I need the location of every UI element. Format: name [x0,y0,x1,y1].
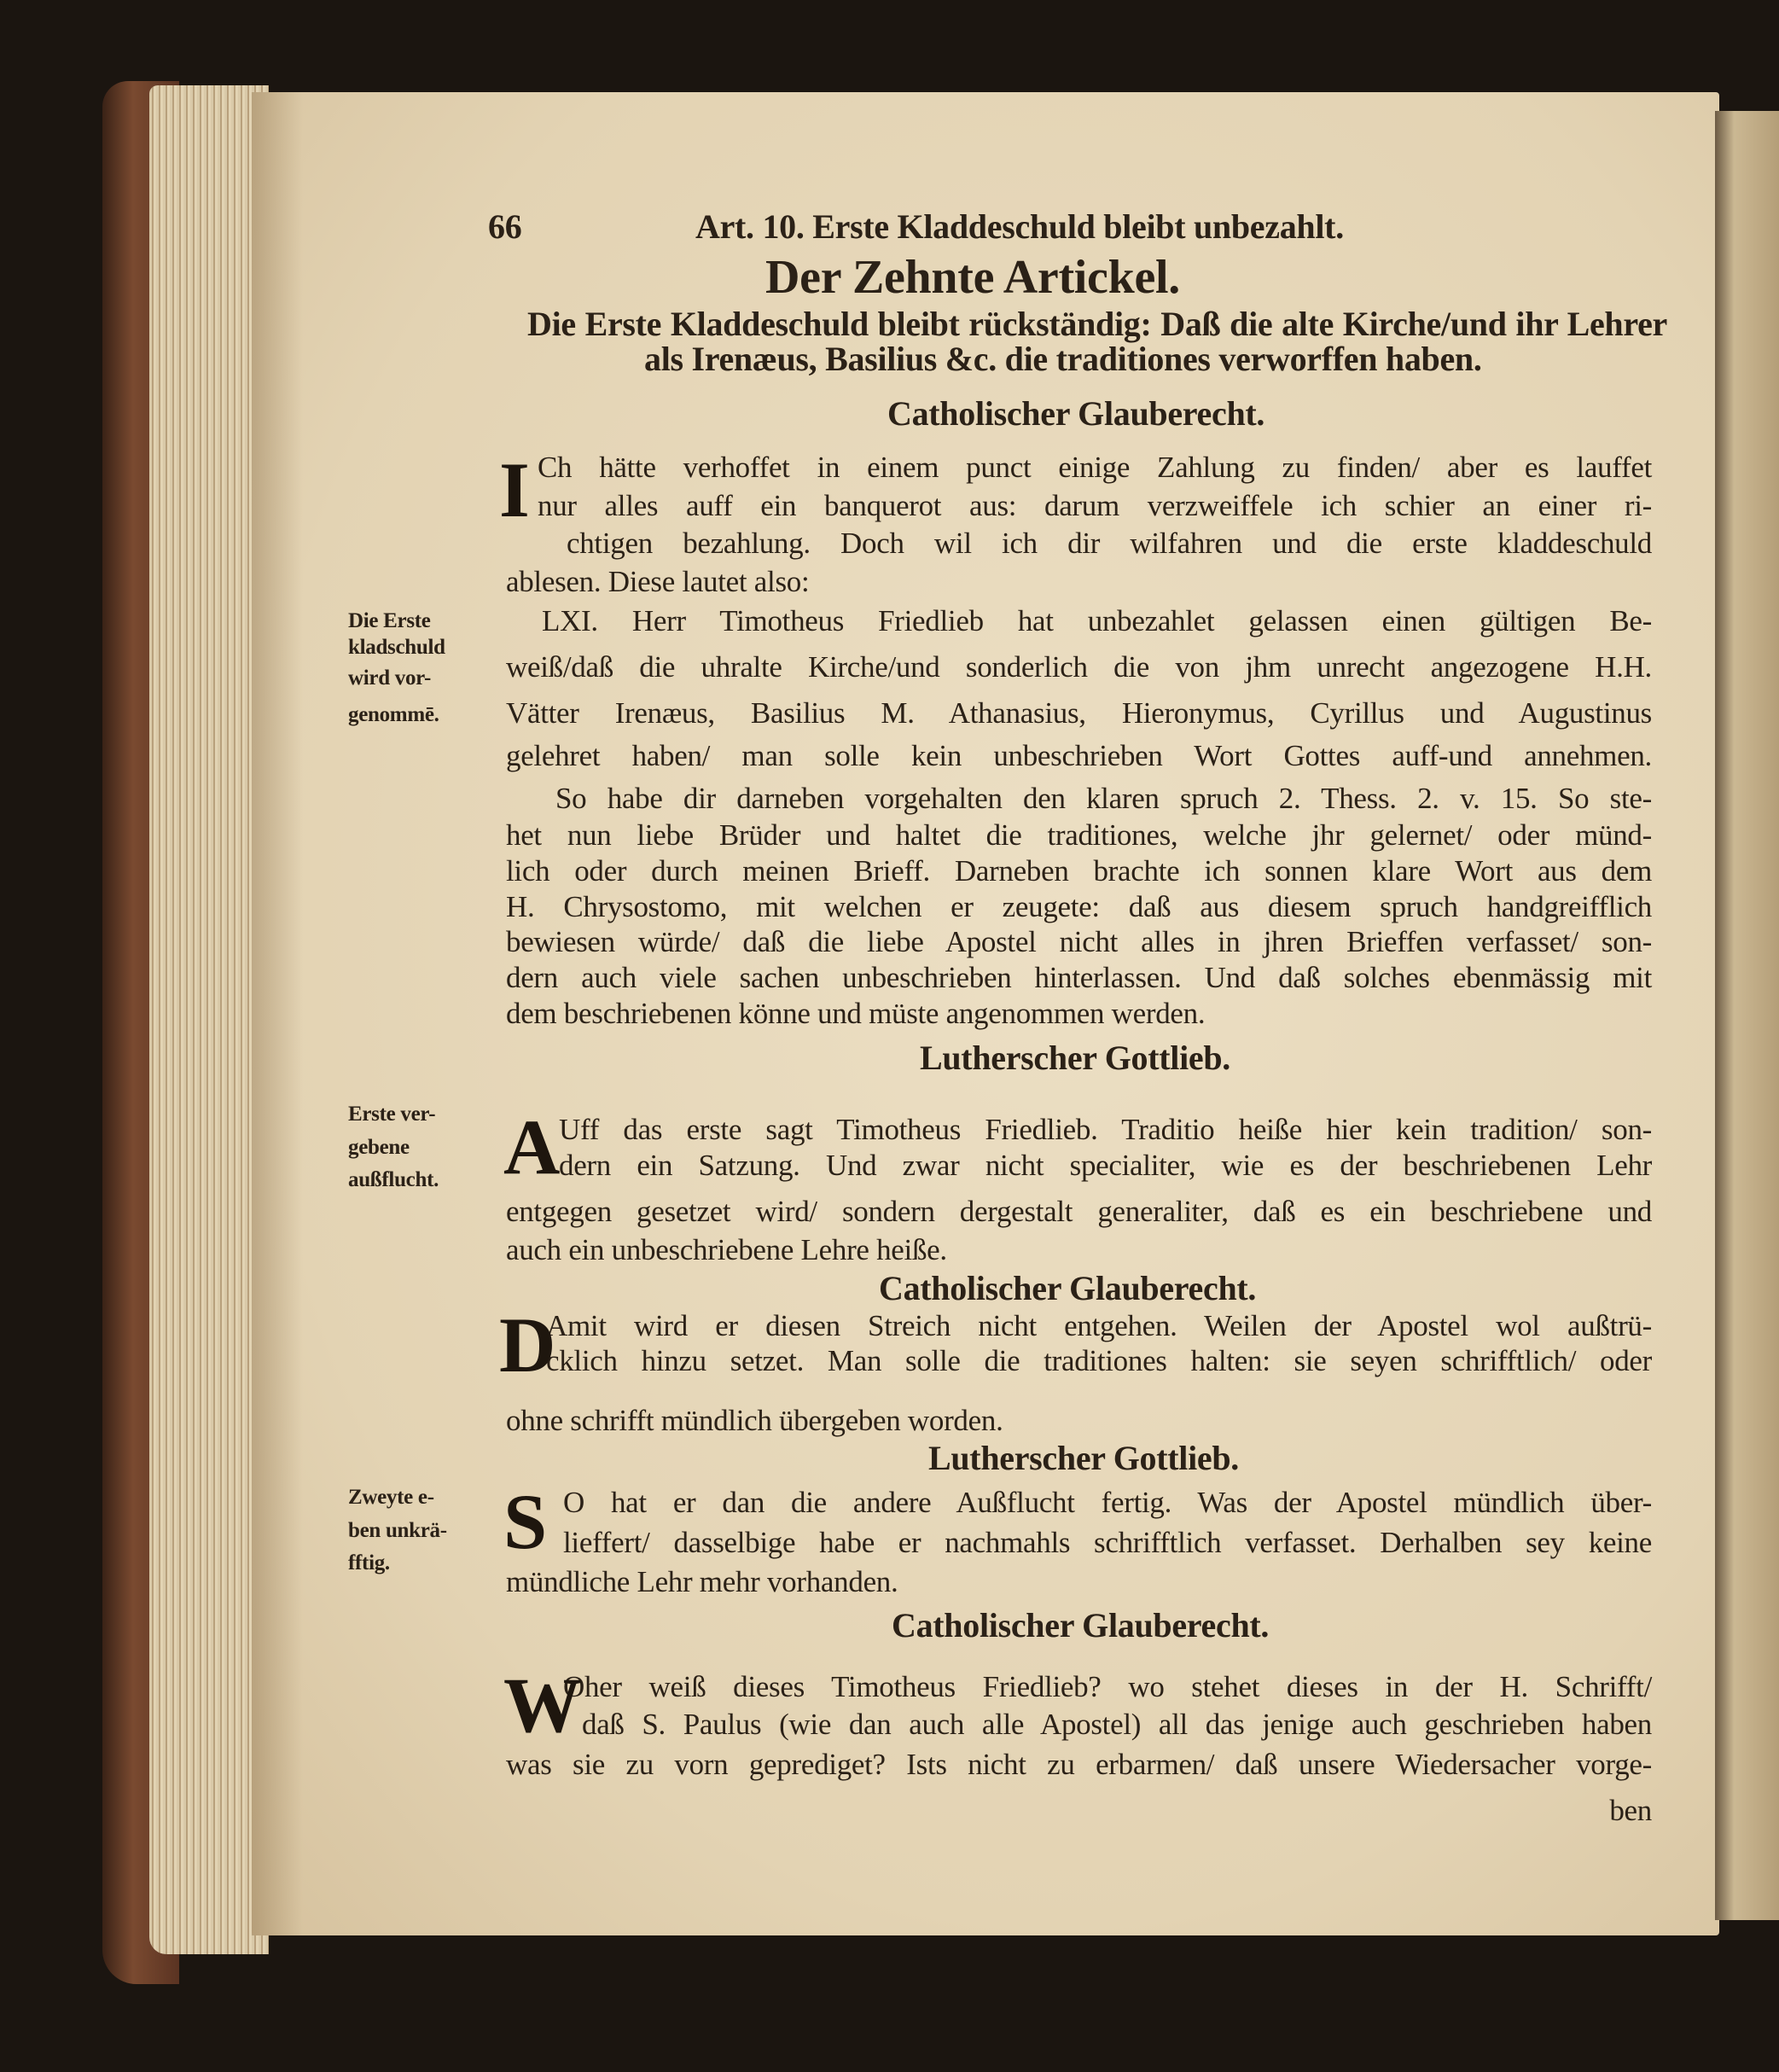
body-line: So habe dir darneben vorgehalten den klaren spruch 2. Thess. 2. v. 15. So ste- [555,782,1652,815]
body-line: dern ein Satzung. Und zwar nicht specialiter, wie es der beschriebenen Lehr [559,1149,1652,1182]
body-line: het nun liebe Brüder und haltet die traditiones, welche jhr gelernet/ oder münd- [506,818,1652,852]
summary-line: als Irenæus, Basilius &c. die traditiones verworffen haben. [644,340,1482,378]
margin-note: wird vor- [348,666,432,690]
body-line: ablesen. Diese lautet also: [506,565,810,598]
body-line: nur alles auff ein banquerot aus: darum verzweiffele ich schier an einer ri- [538,489,1652,522]
body-line: chtigen bezahlung. Doch wil ich dir wilfahren und die erste kladdeschuld [567,527,1652,560]
margin-note: Die Erste [348,609,431,632]
body-line: auch ein unbeschriebene Lehre heiße. [506,1233,947,1266]
page-edges [149,85,269,1954]
chapter-title: Der Zehnte Artickel. [765,251,1180,304]
body-line: bewiesen würde/ daß die liebe Apostel nicht alles in jhren Brieffen verfasset/ son- [506,925,1652,958]
margin-note: kladschuld [348,636,445,659]
body-line: cklich hinzu setzet. Man solle die traditiones halten: sie seyen schrifftlich/ oder [546,1344,1652,1377]
page-gutter-shadow [252,92,303,1935]
drop-cap: S [503,1478,548,1565]
margin-note: genommē. [348,703,439,726]
running-head: Art. 10. Erste Kladdeschuld bleibt unbezahlt. [695,207,1344,246]
margin-note: ben unkrä- [348,1519,447,1542]
facing-page-edge [1715,111,1779,1920]
section-heading: Catholischer Glauberecht. [892,1606,1270,1644]
body-line: ohne schrifft mündlich übergeben worden. [506,1404,1003,1437]
body-line: was sie zu vorn geprediget? Ists nicht zu erbarmen/ daß unsere Wiedersacher vorge- [506,1748,1652,1781]
body-line: weiß/daß die uhralte Kirche/und sonderlich die von jhm unrecht angezogene H.H. [506,650,1652,684]
margin-note: gebene [348,1136,410,1159]
body-line: Uff das erste sagt Timotheus Friedlieb. Traditio heiße hier kein tradition/ son- [559,1113,1652,1146]
body-line: gelehret haben/ man solle kein unbeschrieben Wort Gottes auff-und annehmen. [506,739,1652,772]
page-number: 66 [488,207,522,246]
drop-cap: I [499,446,530,533]
drop-cap: W [503,1662,582,1749]
body-line: Amit wird er diesen Streich nicht entgehen. Weilen der Apostel wol außtrü- [546,1309,1652,1342]
section-heading: Catholischer Glauberecht. [887,394,1265,433]
margin-note: fftig. [348,1551,390,1574]
body-line: dem beschriebenen könne und müste angenommen werden. [506,997,1206,1030]
body-line: lich oder durch meinen Brieff. Darneben brachte ich sonnen klare Wort aus dem [506,854,1652,888]
body-line: Ch hätte verhoffet in einem punct einige Zahlung zu finden/ aber es lauffet [538,451,1652,484]
body-line: mündliche Lehr mehr vorhanden. [506,1565,898,1598]
body-line: ben [1609,1794,1652,1827]
margin-note: Zweyte e- [348,1486,434,1509]
section-heading: Catholischer Glauberecht. [879,1269,1257,1307]
body-line: Vätter Irenæus, Basilius M. Athanasius, Hieronymus, Cyrillus und Augustinus [506,696,1652,730]
body-line: Oher weiß dieses Timotheus Friedlieb? wo stehet dieses in der H. Schrifft/ [563,1670,1652,1703]
summary-line: Die Erste Kladdeschuld bleibt rückständig: Daß die alte Kirche/und ihr Lehrer [527,305,1667,343]
body-line: LXI. Herr Timotheus Friedlieb hat unbezahlet gelassen einen gültigen Be- [542,604,1652,637]
body-line: H. Chrysostomo, mit welchen er zeugete: daß aus diesem spruch handgreifflich [506,890,1652,923]
section-heading: Lutherscher Gottlieb. [919,1039,1231,1077]
body-line: lieffert/ dasselbige habe er nachmahls schrifftlich verfasset. Derhalben sey keine [563,1526,1652,1559]
drop-cap: A [503,1103,561,1190]
section-heading: Lutherscher Gottlieb. [927,1439,1240,1477]
margin-note: außflucht. [348,1168,439,1191]
margin-note: Erste ver- [348,1103,436,1126]
body-line: daß S. Paulus (wie dan auch alle Apostel) all das jenige auch geschrieben haben [582,1708,1652,1741]
body-line: entgegen gesetzet wird/ sondern dergestalt generaliter, daß es ein beschriebene und [506,1195,1652,1228]
body-line: O hat er dan die andere Außflucht fertig. Was der Apostel mündlich über- [563,1486,1652,1519]
body-line: dern auch viele sachen unbeschrieben hinterlassen. Und daß solches ebenmässig mit [506,961,1652,994]
drop-cap: D [499,1301,556,1388]
